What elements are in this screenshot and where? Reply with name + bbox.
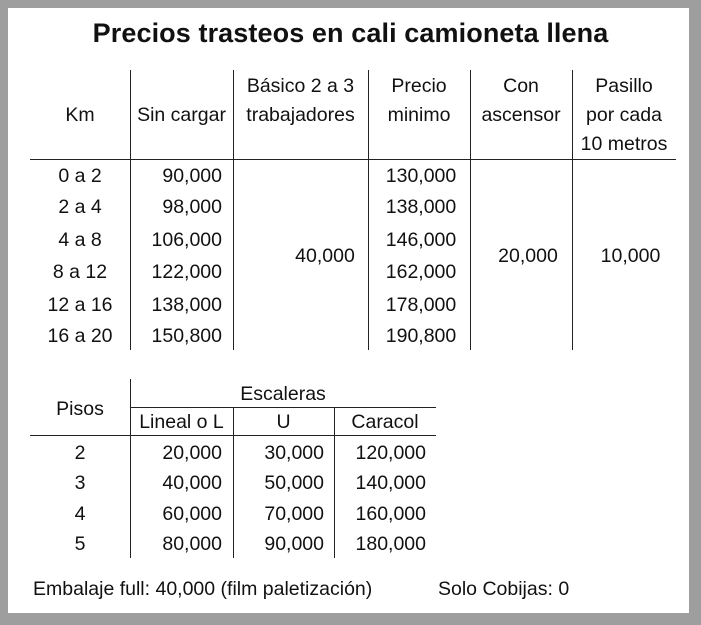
header-lineal: Lineal o L [139, 411, 224, 433]
header-precio-minimo: Precio minimo [387, 75, 451, 126]
table-row-precio-minimo: 178,000 [385, 294, 457, 316]
table-row-sin-cargar: 138,000 [151, 294, 222, 316]
pasillo-value: 10,000 [600, 245, 661, 267]
table-row-km: 8 a 12 [52, 261, 108, 283]
header-con-ascensor: Con ascensor [481, 75, 561, 126]
table-row-caracol: 120,000 [355, 442, 426, 464]
table-row-pisos: 5 [74, 533, 86, 555]
table-row-precio-minimo: 146,000 [385, 229, 457, 251]
table2-divider [130, 379, 131, 558]
header-basico: Básico 2 a 3 trabajadores [246, 75, 355, 126]
header-escaleras: Escaleras [240, 383, 326, 405]
table-row-precio-minimo: 130,000 [385, 165, 457, 187]
table-row-pisos: 4 [74, 503, 86, 525]
table-row-lineal: 60,000 [162, 503, 222, 525]
footer-cobijas: Solo Cobijas: 0 [438, 578, 570, 600]
table-row-lineal: 20,000 [162, 442, 222, 464]
table-row-km: 0 a 2 [58, 165, 102, 187]
table-row-sin-cargar: 122,000 [151, 261, 222, 283]
table-row-u: 30,000 [264, 442, 324, 464]
table-row-km: 4 a 8 [58, 229, 102, 251]
header-u: U [276, 411, 291, 433]
header-km: Km [65, 104, 95, 126]
table-row-caracol: 160,000 [355, 503, 426, 525]
footer-embalaje: Embalaje full: 40,000 (film paletización) [33, 578, 373, 600]
table-row-pisos: 3 [74, 472, 86, 494]
table2-header-rule [30, 435, 436, 436]
table-row-sin-cargar: 90,000 [162, 165, 222, 187]
table-row-caracol: 140,000 [355, 472, 426, 494]
table-row-u: 90,000 [264, 533, 324, 555]
page-title: Precios trasteos en cali camioneta llena [92, 18, 609, 48]
table-row-u: 70,000 [264, 503, 324, 525]
table-row-sin-cargar: 106,000 [151, 229, 222, 251]
table2-subheader-rule [130, 407, 436, 408]
table-row-precio-minimo: 162,000 [385, 261, 457, 283]
table-row-sin-cargar: 150,800 [151, 325, 222, 347]
table-row-precio-minimo: 190,800 [385, 325, 457, 347]
table-row-lineal: 80,000 [162, 533, 222, 555]
table-row-km: 12 a 16 [47, 294, 113, 316]
header-sin-cargar: Sin cargar [137, 104, 226, 126]
header-pisos: Pisos [56, 398, 104, 420]
header-pasillo: Pasillo por cada 10 metros [580, 75, 668, 155]
table-row-precio-minimo: 138,000 [385, 196, 457, 218]
header-caracol: Caracol [351, 411, 419, 433]
table-row-u: 50,000 [264, 472, 324, 494]
table-row-pisos: 2 [74, 442, 86, 464]
table-row-lineal: 40,000 [162, 472, 222, 494]
table-row-sin-cargar: 98,000 [162, 196, 222, 218]
basico-value: 40,000 [295, 245, 355, 267]
table-row-km: 16 a 20 [47, 325, 113, 347]
table-row-km: 2 a 4 [58, 196, 102, 218]
ascensor-value: 20,000 [498, 245, 558, 267]
table1-header-rule [30, 159, 676, 160]
table-row-caracol: 180,000 [355, 533, 426, 555]
